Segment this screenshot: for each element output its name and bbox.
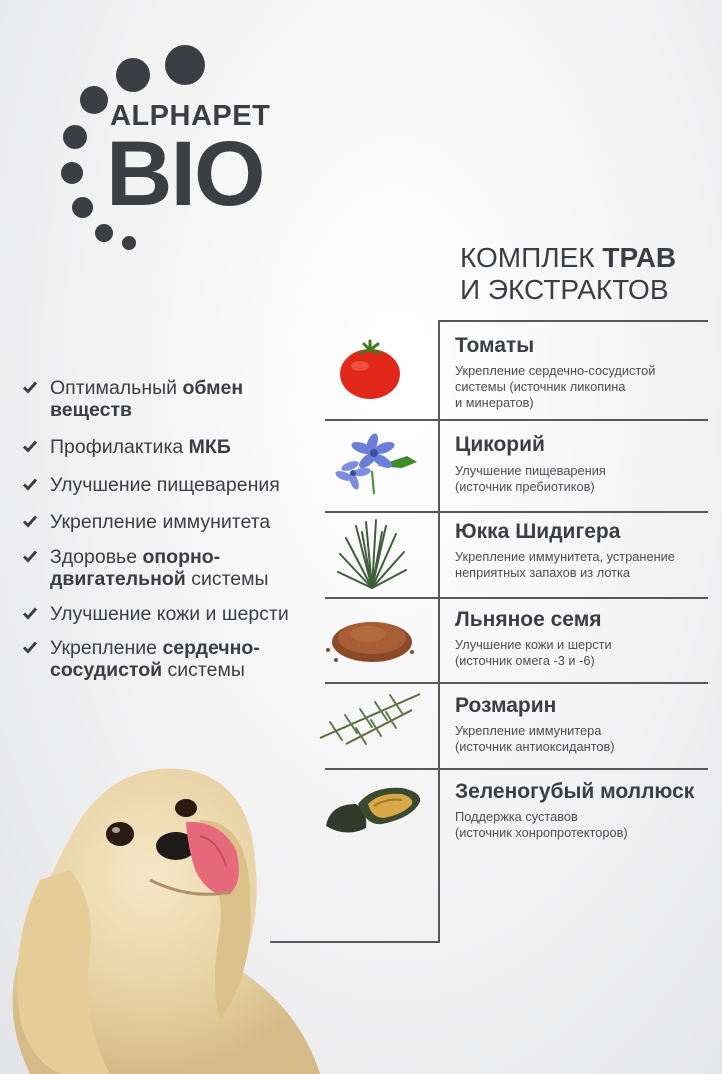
flax-seed-icon [322,612,418,670]
ingredient-desc-line: неприятных запахов из лотка [455,565,631,580]
ingredient-desc-line: (источник пребиотиков) [455,479,595,494]
ingredient-desc-line: (источник хонропротекторов) [455,825,628,840]
table-divider [325,768,708,770]
heading-line2: И ЭКСТРАКТОВ [460,274,669,305]
benefit-text: Укрепление [50,637,163,659]
check-icon [22,476,38,492]
benefit-text-bold: МКБ [188,436,231,458]
heading-bold: ТРАВ [602,242,677,273]
benefit-text-bold: веществ [50,399,132,421]
table-divider [325,511,708,513]
benefit-text: Улучшение пищеварения [50,474,280,496]
benefit-text-bold: сосудистой [50,659,163,681]
benefit-text: Укрепление иммунитета [50,511,271,533]
logo-dot [165,45,205,85]
chicory-icon [322,426,422,496]
ingredient-desc-line: Укрепление иммунитета, устранение [455,549,675,564]
ingredient-desc-line: Поддержка суставов [455,809,578,824]
logo-dot [116,58,150,92]
ingredient-desc-line: (источник антиоксидантов) [455,739,615,754]
ingredient-name: Льняное семя [455,608,602,631]
logo-dot [61,162,83,184]
logo-dot [95,224,113,242]
logo-dot [80,86,108,114]
check-icon [22,639,38,655]
ingredient-desc-line: и минератов) [455,395,534,410]
table-divider [325,682,708,684]
benefit-text-bold: сердечно- [162,637,260,659]
benefit-text: Улучшение кожи и шерсти [50,603,289,625]
ingredient-name: Томаты [455,334,535,357]
ingredient-name: Розмарин [455,694,557,717]
check-icon [22,438,38,454]
logo-dot [63,125,87,149]
ingredient-name: Цикорий [455,433,545,456]
mussel-icon [322,782,426,840]
ingredient-desc-line: Улучшение пищеварения [455,463,606,478]
benefit-text: Оптимальный [50,377,183,399]
check-icon [22,513,38,529]
ingredient-desc-line: Улучшение кожи и шерсти [455,637,612,652]
logo-wordmark-bio: BIO [106,123,264,225]
ingredient-desc-line: Укрепление иммунитера [455,723,602,738]
dog-photo [0,760,330,1074]
table-divider [438,320,708,322]
benefit-text: системы [162,659,245,681]
yucca-icon [336,518,408,592]
check-icon [22,548,38,564]
benefit-text: системы [185,568,269,590]
heading-text: КОМПЛЕК [460,242,603,273]
benefit-text: Здоровье [50,546,143,568]
check-icon [22,379,38,395]
section-heading [460,242,676,306]
benefit-text-bold: обмен [182,377,244,399]
logo-dot [72,197,93,218]
benefit-text: Профилактика [50,436,189,458]
benefit-text-bold: двигательной [50,568,186,590]
tomato-icon [336,338,404,402]
logo-wordmark-top: ALPHAPET [110,100,271,132]
table-divider [325,419,708,421]
benefit-text-bold: опорно- [142,546,221,568]
table-divider [325,597,708,599]
check-icon [22,605,38,621]
ingredient-desc-line: (источник омега -3 и -6) [455,653,595,668]
ingredient-name: Юкка Шидигера [455,520,621,543]
ingredient-name: Зеленогубый моллюск [455,780,695,803]
logo-dot [122,236,136,250]
ingredient-desc-line: Укрепление сердечно-сосудистой [455,363,656,378]
rosemary-icon [316,688,424,754]
ingredient-desc-line: системы (источник ликопина [455,379,626,394]
table-divider-vertical [438,320,440,942]
